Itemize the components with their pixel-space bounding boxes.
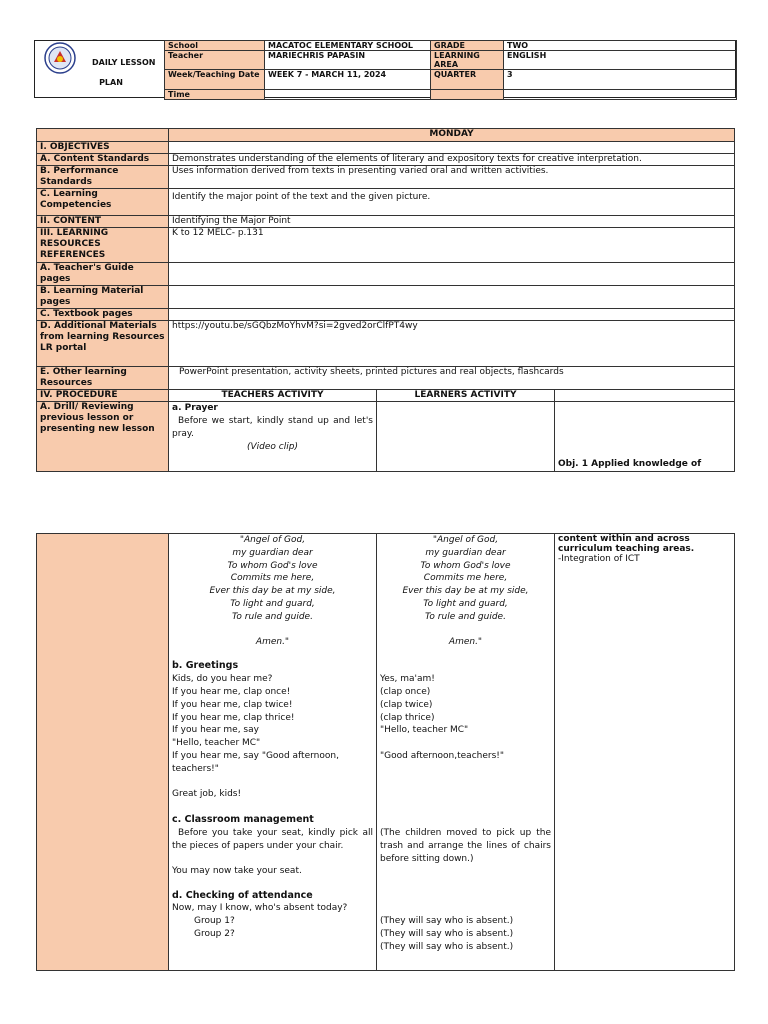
lesson-plan-table [36,128,735,472]
header-meta-table [164,40,737,100]
learning-material-label: B. Learning Material pages [37,286,169,309]
greet-line: If you hear me, say "Good afternoon, [172,750,339,761]
learner-activity-cell [377,534,555,971]
learner-response: "Hello, teacher MC" [380,725,469,736]
prayer-line: Ever this day be at my side, [209,586,336,597]
prayer-line: Commits me here, [423,573,508,584]
learning-area-value: ENGLISH [504,51,737,70]
learner-response: (clap twice) [380,699,433,710]
additional-materials-label: D. Additional Materials from learning Resources LR portal [37,321,169,367]
greet-line: If you hear me, clap thrice! [172,712,295,723]
week-label: Week/Teaching Date [165,70,265,90]
attendance-line: Now, may I know, who's absent today? [172,903,348,914]
procedure-label: IV. PROCEDURE [37,390,169,402]
prayer-line: To whom God's love [420,560,511,571]
lesson-plan-continuation-table [36,533,735,971]
learning-area-label: LEARNING AREA [431,51,504,70]
content: Identifying the Major Point [169,216,735,228]
attendance-response: (They will say who is absent.) [380,941,514,952]
competencies: Identify the major point of the text and the given picture. [169,189,735,216]
prayer-line: To rule and guide. [232,611,313,622]
week-value: WEEK 7 - MARCH 11, 2024 [265,70,431,90]
ict-note: -Integration of ICT [558,554,640,564]
prayer-line: To light and guard, [230,598,315,609]
objective-note: Obj. 1 Applied knowledge of [558,459,702,469]
greet-line: If you hear me, clap twice! [172,699,293,710]
teachers-activity-header: TEACHERS ACTIVITY [169,390,377,402]
quarter-value: 3 [504,70,737,90]
prayer-line: To whom God's love [227,560,318,571]
attendance-heading: d. Checking of attendance [172,889,313,901]
day-header: MONDAY [169,129,735,142]
quarter-label: QUARTER [431,70,504,90]
school-value: MACATOC ELEMENTARY SCHOOL [265,41,431,51]
prayer-line: "Angel of God, [432,535,499,545]
blank-label [431,90,504,100]
notes-cell [555,534,735,971]
prayer-line: my guardian dear [232,547,313,558]
classroom-heading: c. Classroom management [172,814,314,826]
grade-value: TWO [504,41,737,51]
greet-line: If you hear me, clap once! [172,686,291,697]
video-clip-note: (Video clip) [247,442,298,452]
objectives-label: I. OBJECTIVES [37,142,169,154]
drill-label: A. Drill/ Reviewing previous lesson or presenting new lesson [37,402,169,472]
prayer-line: To rule and guide. [425,611,506,622]
resources-label: III. LEARNING RESOURCES REFERENCES [37,228,169,263]
content-label: II. CONTENT [37,216,169,228]
prayer-line: Ever this day be at my side, [402,586,529,597]
learner-response: (clap once) [380,686,431,697]
content-standards: Demonstrates understanding of the elements of literary and expository texts for creative interpretation. [169,154,735,166]
competencies-label: C. Learning Competencies [37,189,169,216]
classroom-response: (The children moved to pick up the trash and arrange the lines of chairs before sitting down.) [380,828,551,864]
content-standards-label: A. Content Standards [37,154,169,166]
learner-response: Yes, ma'am! [380,674,435,685]
header-title-line2: PLAN [99,78,123,87]
learner-response: "Good afternoon,teachers!" [380,750,505,761]
prayer-line: "Angel of God, [239,535,306,545]
greet-line: If you hear me, say [172,725,259,736]
other-resources: PowerPoint presentation, activity sheets, printed pictures and real objects, flashcards [169,367,735,390]
amen: Amen." [448,636,483,647]
attendance-line: Group 2? [194,928,235,939]
additional-materials-link[interactable]: https://youtu.be/sGQbzMoYhvM?si=2gved2orClfPT4wy [169,321,735,367]
greet-line: "Hello, teacher MC" [172,738,261,749]
greetings-heading: b. Greetings [172,660,239,672]
performance-standards-label: B. Performance Standards [37,166,169,189]
learners-activity-header: LEARNERS ACTIVITY [377,390,555,402]
header-title-line1: DAILY LESSON [92,58,156,67]
blank-value [504,90,737,100]
prayer-line: Commits me here, [230,573,315,584]
greet-line: teachers!" [172,763,219,774]
grade-label: GRADE [431,41,504,51]
prayer-line: my guardian dear [425,547,506,558]
prayer-heading: a. Prayer [172,403,218,413]
time-value [265,90,431,100]
prayer-line: To light and guard, [423,598,508,609]
take-seat: You may now take your seat. [172,865,302,876]
teacher-value: MARIECHRIS PAPASIN [265,51,431,70]
attendance-response: (They will say who is absent.) [380,916,514,927]
amen: Amen." [255,636,290,647]
teachers-guide-label: A. Teacher's Guide pages [37,263,169,286]
learner-response: (clap thrice) [380,712,435,723]
time-label: Time [165,90,265,100]
objective-note-continued: content within and across curriculum teaching areas. [558,534,695,554]
textbook-label: C. Textbook pages [37,309,169,321]
performance-standards: Uses information derived from texts in presenting varied oral and written activities. [169,166,735,189]
prayer-text: Before we start, kindly stand up and let's pray. [172,416,373,439]
deped-seal-icon [44,42,76,74]
classroom-instruction: Before you take your seat, kindly pick all the pieces of papers under your chair. [172,828,373,851]
attendance-response: (They will say who is absent.) [380,928,514,939]
resources: K to 12 MELC- p.131 [169,228,735,263]
other-resources-label: E. Other learning Resources [37,367,169,390]
school-label: School [165,41,265,51]
teacher-label: Teacher [165,51,265,70]
great-job: Great job, kids! [172,788,242,799]
teacher-activity-cell [169,534,377,971]
attendance-line: Group 1? [194,916,235,927]
greet-line: Kids, do you hear me? [172,674,273,685]
